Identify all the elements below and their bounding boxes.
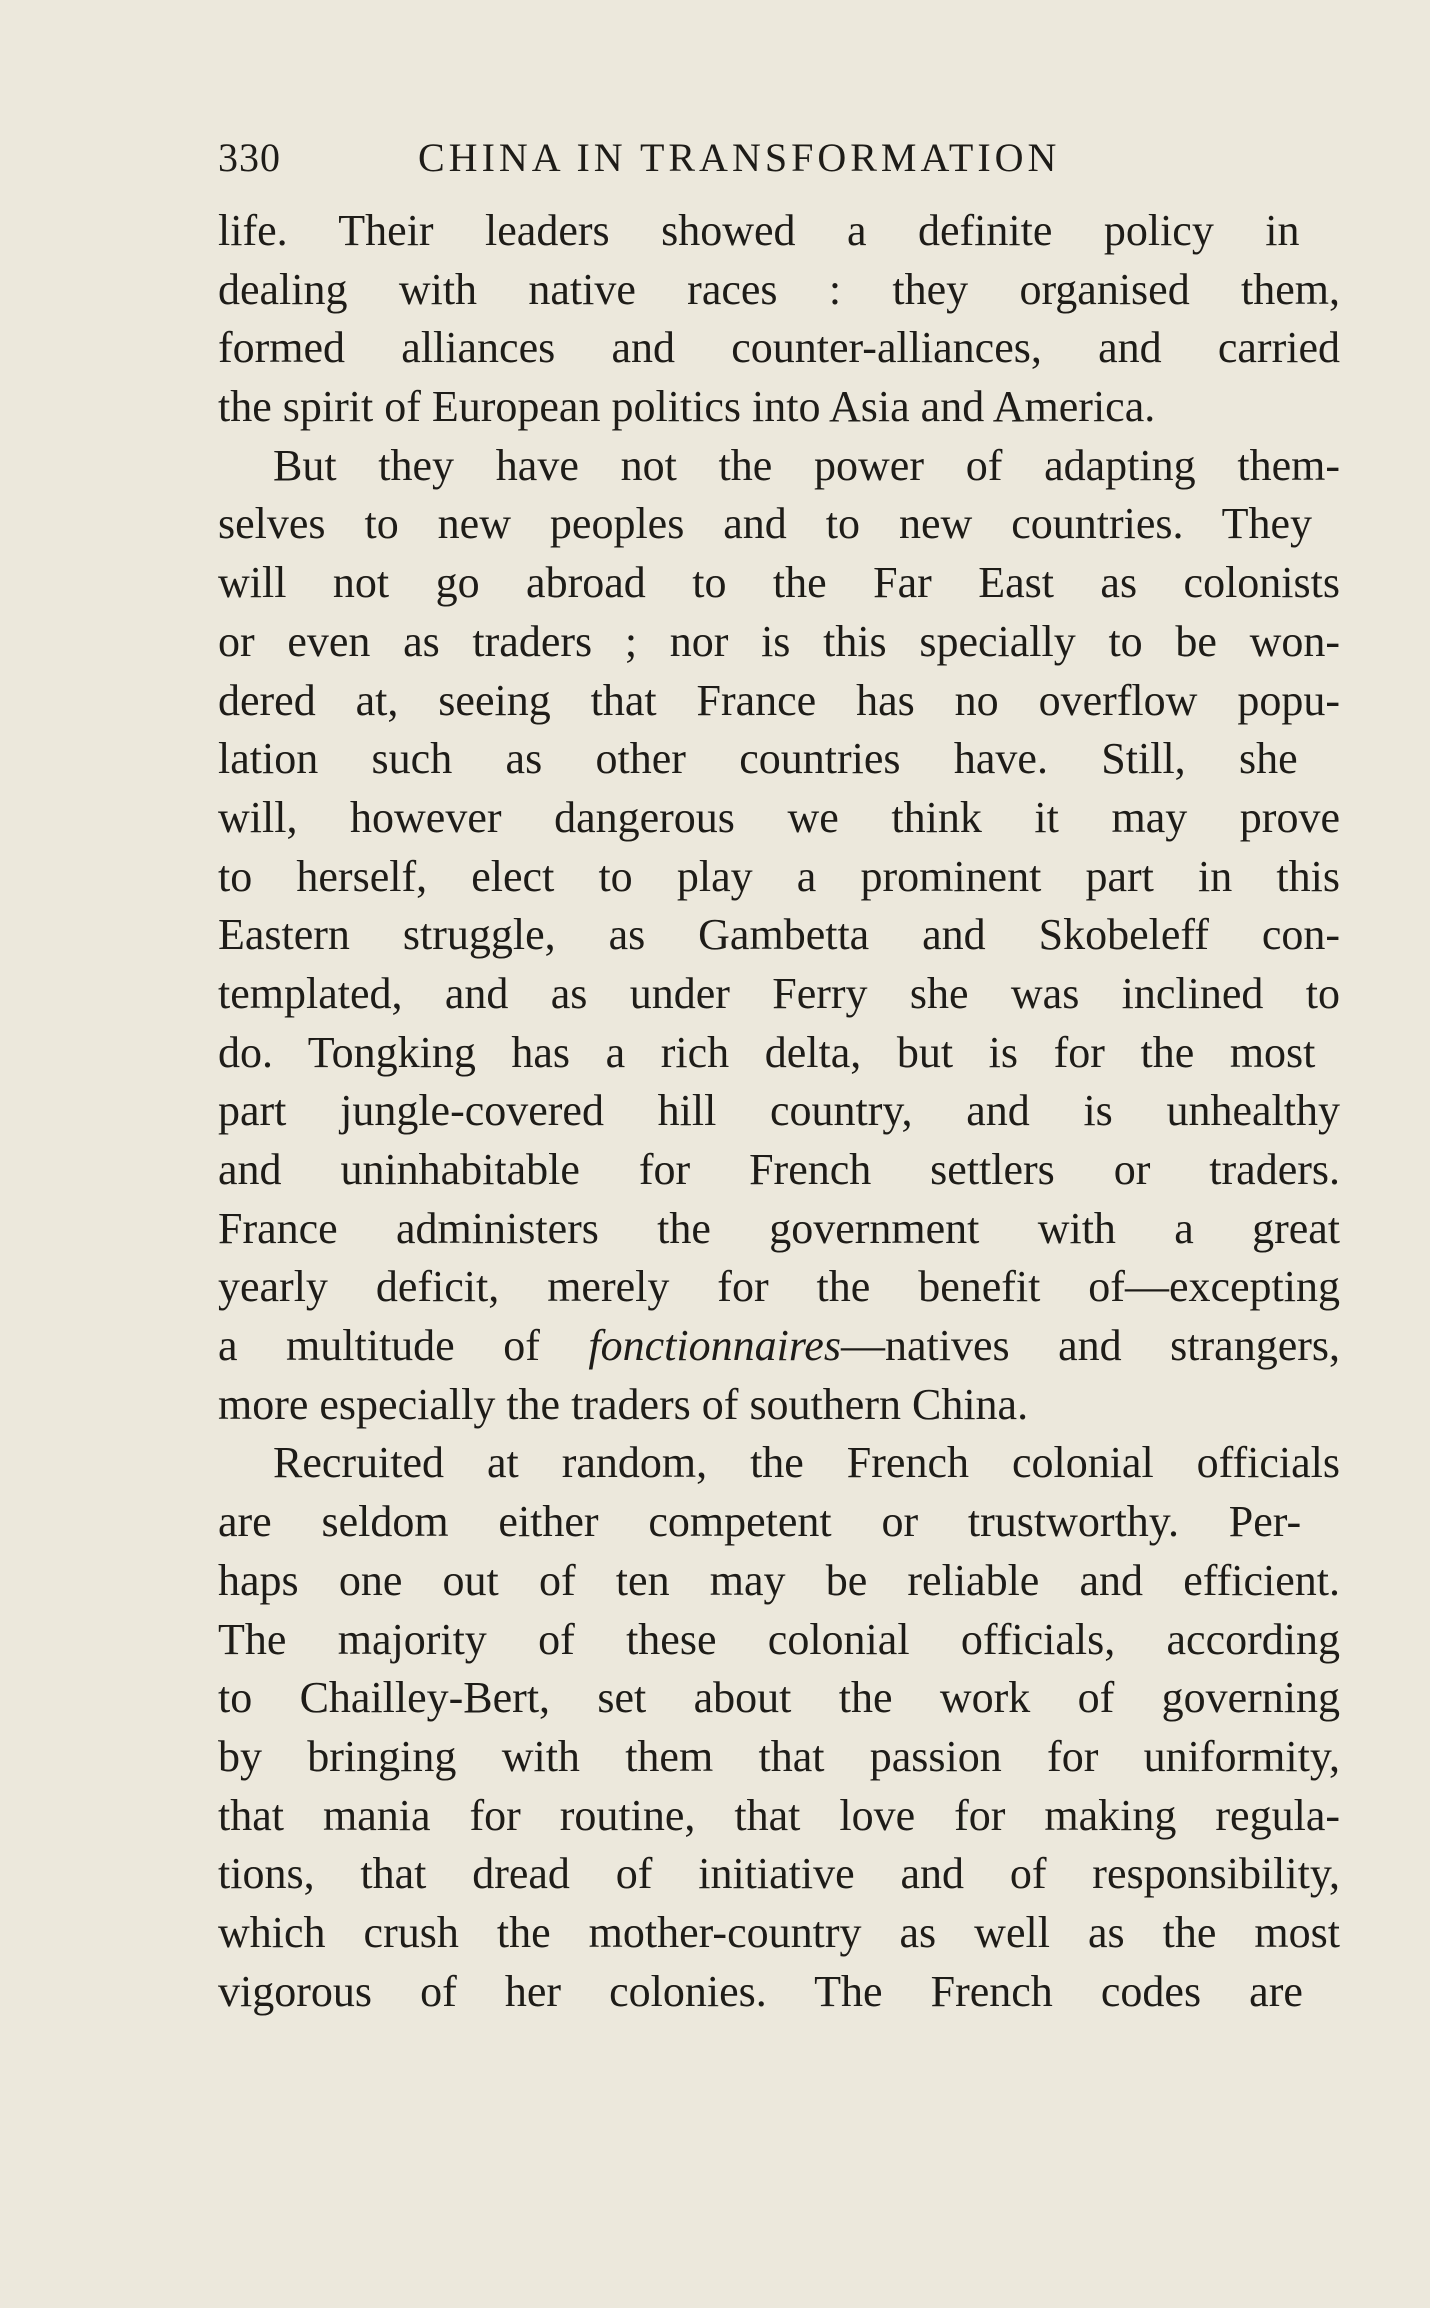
text-line: the spirit of European politics into Asia and America. <box>218 382 1156 432</box>
text-line: The majority of these colonial officials, according <box>218 1614 1340 1664</box>
text-line: selves to new peoples and to new countries. They <box>218 499 1313 549</box>
text-line: will, however dangerous we think it may prove <box>218 792 1340 842</box>
paragraph-start-line: Recruited at random, the French colonial officials <box>273 1438 1340 1488</box>
text-line: France administers the government with a great <box>218 1203 1340 1253</box>
page-number: 330 <box>218 135 281 180</box>
italic-term: fonctionnaires <box>588 1321 841 1371</box>
body-text <box>218 202 1340 2021</box>
text-line: will not go abroad to the Far East as colonists <box>218 558 1340 608</box>
text-line: do. Tongking has a rich delta, but is for the most <box>218 1027 1316 1077</box>
text-line: dealing with native races : they organised them, <box>218 264 1340 314</box>
text-line: more especially the traders of southern China. <box>218 1379 1029 1429</box>
text-line: templated, and as under Ferry she was inclined to <box>218 968 1340 1018</box>
text-segment: a multitude of <box>218 1321 589 1371</box>
text-line: which crush the mother-country as well as the most <box>218 1907 1340 1957</box>
text-line: part jungle-covered hill country, and is unhealthy <box>218 1086 1340 1136</box>
text-line: tions, that dread of initiative and of responsibility, <box>218 1849 1340 1899</box>
text-line-with-italic <box>218 1317 1340 1376</box>
text-line: dered at, seeing that France has no overflow popu- <box>218 675 1340 725</box>
running-title: CHINA IN TRANSFORMATION <box>418 135 1061 180</box>
running-head <box>218 128 1340 188</box>
text-line: to Chailley-Bert, set about the work of governing <box>218 1673 1340 1723</box>
text-segment: —natives and strangers, <box>840 1321 1340 1371</box>
text-line: that mania for routine, that love for making regula- <box>218 1790 1340 1840</box>
text-line: by bringing with them that passion for uniformity, <box>218 1731 1340 1781</box>
text-line: or even as traders ; nor is this specially to be won- <box>218 616 1340 666</box>
text-line: yearly deficit, merely for the benefit of—excepting <box>218 1262 1340 1312</box>
text-line: Eastern struggle, as Gambetta and Skobeleff con- <box>218 910 1340 960</box>
text-line: vigorous of her colonies. The French codes are <box>218 1966 1303 2016</box>
text-line: and uninhabitable for French settlers or traders. <box>218 1145 1340 1194</box>
text-line: are seldom either competent or trustworthy. Per- <box>218 1497 1302 1547</box>
text-line: haps one out of ten may be reliable and efficient. <box>218 1555 1340 1605</box>
text-line: to herself, elect to play a prominent part in this <box>218 851 1340 901</box>
text-line: formed alliances and counter-alliances, and carried <box>218 323 1340 373</box>
paragraph-start-line: But they have not the power of adapting them- <box>273 440 1340 490</box>
text-line: life. Their leaders showed a definite policy in <box>218 206 1300 255</box>
text-line: lation such as other countries have. Still, she <box>218 734 1298 784</box>
